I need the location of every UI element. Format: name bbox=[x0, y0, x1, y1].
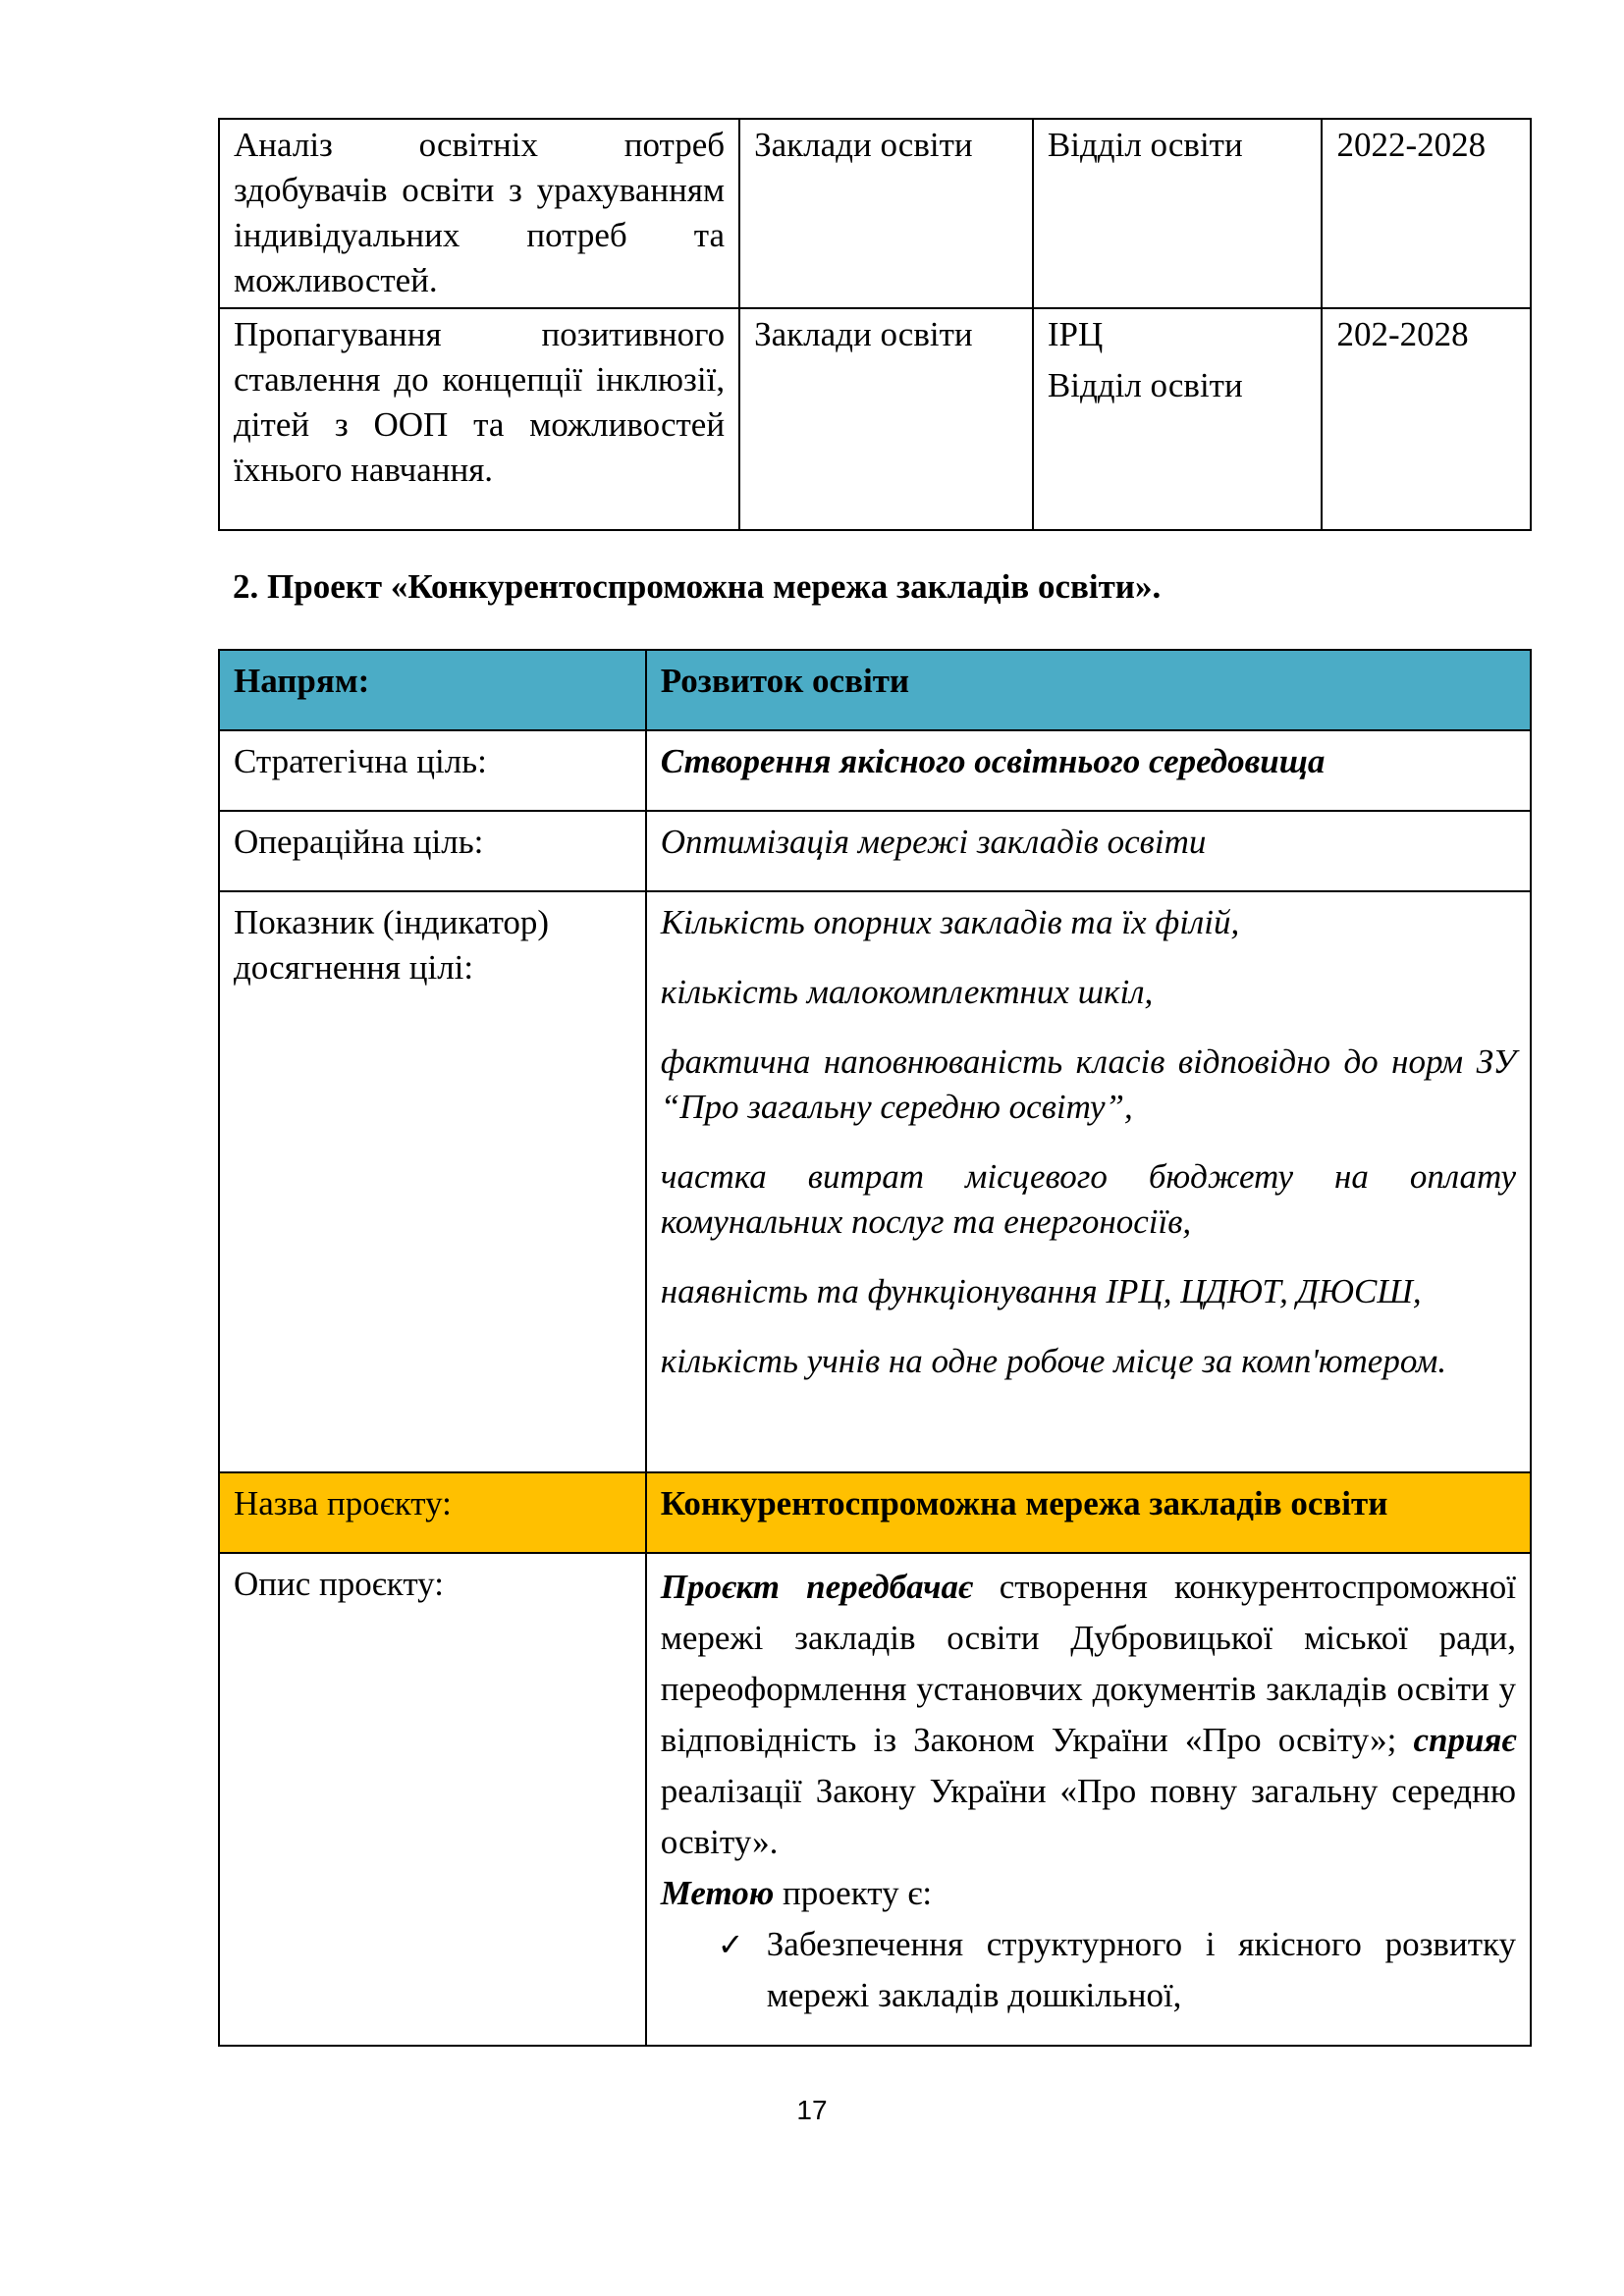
indicator-item: кількість учнів на одне робоче місце за комп'ютером. bbox=[660, 1342, 1447, 1380]
operational-goal-label: Операційна ціль: bbox=[219, 811, 646, 891]
term-cell: 202-2028 bbox=[1322, 308, 1531, 530]
description-lead: Проєкт передбачає bbox=[660, 1568, 973, 1606]
aim-text: проекту є: bbox=[774, 1874, 933, 1912]
table-row bbox=[219, 1553, 1531, 2046]
aim-line bbox=[661, 1868, 1516, 1919]
description-label: Опис проєкту: bbox=[219, 1553, 646, 2046]
task-cell: Пропагування позитивного ставлення до концепції інклюзії, дітей з ООП та можливостей їхнього навчання. bbox=[219, 308, 739, 530]
indicator-item: Кількість опорних закладів та їх філій, bbox=[660, 903, 1240, 941]
responsible-text: Відділ освіти bbox=[1047, 126, 1243, 164]
indicator-item: фактична наповнюваність класів відповідно до норм ЗУ “Про загальну середню освіту”, bbox=[660, 1042, 1516, 1126]
description-paragraph bbox=[661, 1562, 1516, 1868]
check-list-item bbox=[661, 1919, 1516, 2021]
check-item-text: Забезпечення структурного і якісного розвитку мережі закладів дошкільної, bbox=[766, 1925, 1516, 2014]
direction-value: Розвиток освіти bbox=[646, 650, 1531, 730]
responsible-text: Відділ освіти bbox=[1047, 366, 1243, 404]
indicator-item: наявність та функціонування ІРЦ, ЦДЮТ, ДЮСШ, bbox=[660, 1272, 1422, 1310]
description-text bbox=[646, 1553, 1531, 2046]
activities-table bbox=[218, 118, 1532, 531]
indicator-list bbox=[646, 891, 1531, 1472]
executor-cell: Заклади освіти bbox=[739, 119, 1033, 308]
table-row bbox=[219, 650, 1531, 730]
table-row bbox=[219, 891, 1531, 1472]
description-text-part: реалізації Закону України «Про повну загальну середню освіту». bbox=[660, 1772, 1516, 1861]
section-heading: 2. Проект «Конкурентоспроможна мережа закладів освіти». bbox=[233, 567, 1162, 606]
checkmark-icon: ✓ bbox=[717, 1926, 744, 1963]
term-cell: 2022-2028 bbox=[1322, 119, 1531, 308]
aim-label: Метою bbox=[660, 1874, 775, 1912]
description-promotes: сприяє bbox=[1413, 1721, 1516, 1759]
table-row bbox=[219, 811, 1531, 891]
project-name-value: Конкурентоспроможна мережа закладів освіти bbox=[646, 1472, 1531, 1553]
task-cell: Аналіз освітніх потреб здобувачів освіти з урахуванням індивідуальних потреб та можливостей. bbox=[219, 119, 739, 308]
strategic-goal-label: Стратегічна ціль: bbox=[219, 730, 646, 811]
project-name-label: Назва проєкту: bbox=[219, 1472, 646, 1553]
indicator-item: кількість малокомплектних шкіл, bbox=[660, 973, 1154, 1011]
direction-label: Напрям: bbox=[219, 650, 646, 730]
page-number: 17 bbox=[796, 2095, 828, 2125]
responsible-text: ІРЦ bbox=[1047, 315, 1104, 353]
indicator-label: Показник (індикатор) досягнення цілі: bbox=[219, 891, 646, 1472]
strategic-goal-value: Створення якісного освітнього середовища bbox=[646, 730, 1531, 811]
description-text-part: створення конкурентоспроможної мережі закладів освіти Дубровицької міської ради, переоформлення установчих документів закладів освіти у відповідність із Законом України «Про освіту»; bbox=[660, 1568, 1516, 1759]
responsible-cell bbox=[1033, 308, 1323, 530]
responsible-cell bbox=[1033, 119, 1323, 308]
table-row bbox=[219, 730, 1531, 811]
project-table bbox=[218, 649, 1532, 2047]
executor-cell: Заклади освіти bbox=[739, 308, 1033, 530]
operational-goal-value: Оптимізація мережі закладів освіти bbox=[646, 811, 1531, 891]
table-row bbox=[219, 308, 1531, 530]
table-row bbox=[219, 119, 1531, 308]
indicator-item: частка витрат місцевого бюджету на оплату комунальних послуг та енергоносіїв, bbox=[660, 1157, 1516, 1241]
table-row bbox=[219, 1472, 1531, 1553]
